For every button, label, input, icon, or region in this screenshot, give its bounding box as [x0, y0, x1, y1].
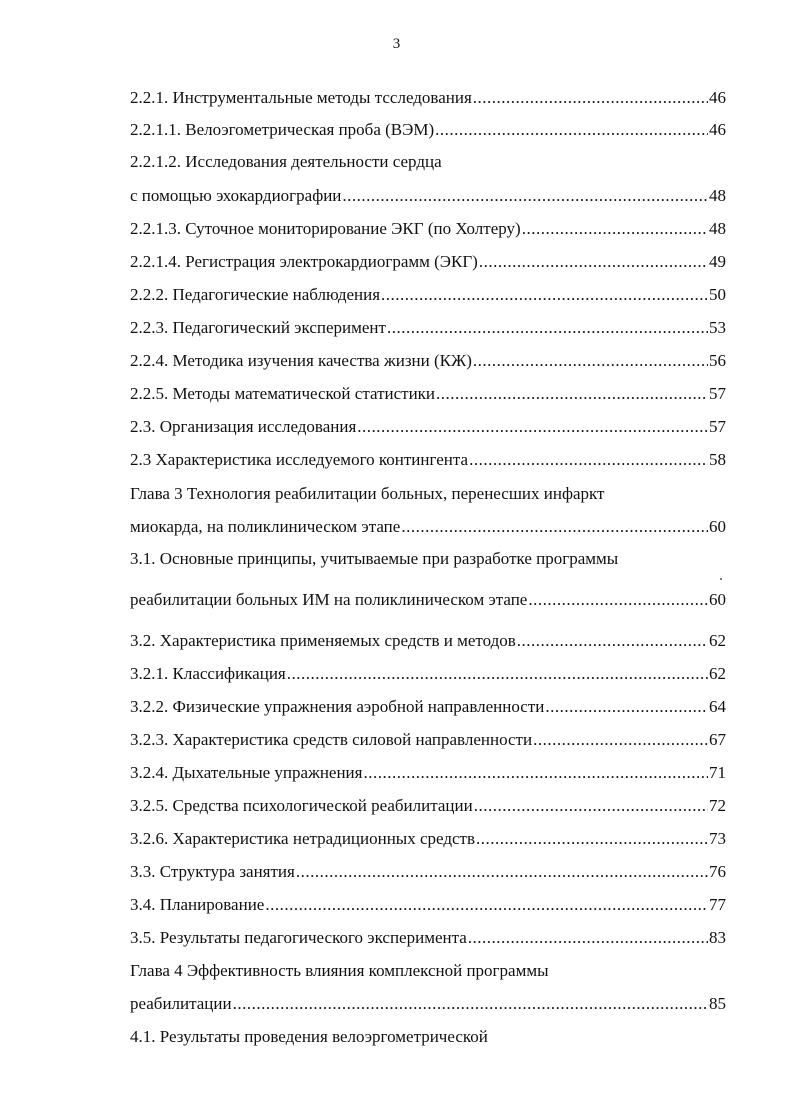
- toc-entry-page: 60: [709, 517, 726, 536]
- toc-entry-page: 64: [709, 697, 726, 716]
- dot-leader: [473, 86, 708, 110]
- toc-entry-label: 2.2.1.1. Велоэгометрическая проба (ВЭМ): [130, 120, 435, 139]
- toc-entry-page: 50: [709, 285, 726, 304]
- page-number: 3: [392, 36, 401, 52]
- dot-leader: [387, 316, 708, 340]
- toc-entry: [130, 448, 726, 472]
- toc-entry-page: 67: [709, 730, 726, 749]
- toc-entry-label: 3.3. Структура занятия: [130, 862, 295, 881]
- toc-entry-page: 73: [709, 829, 726, 848]
- dot-leader: [468, 926, 708, 950]
- dot-leader: [363, 761, 708, 785]
- toc-entry: [130, 860, 726, 884]
- toc-entry-page: 72: [709, 796, 726, 815]
- dot-leader: [436, 382, 708, 406]
- toc-entry: [130, 217, 726, 241]
- dot-leader: [342, 184, 708, 208]
- toc-entry-page: 76: [709, 862, 726, 881]
- toc-entry: [130, 415, 726, 439]
- toc-entry-label: 3.5. Результаты педагогического эксперимента: [130, 928, 467, 947]
- toc-entry-label: 2.2.5. Методы математической статистики: [130, 384, 436, 403]
- toc-entry-page: 48: [709, 219, 726, 238]
- dot-leader: [479, 250, 708, 274]
- toc-entry: [130, 349, 726, 373]
- toc-entry: [130, 959, 726, 983]
- toc-entry-label: 3.2.6. Характеристика нетрадиционных средств: [130, 829, 475, 848]
- toc-entry-label: 2.2.3. Педагогический эксперимент: [130, 318, 386, 337]
- toc-entry-page: 46: [709, 120, 726, 139]
- toc-entry: [130, 761, 726, 785]
- toc-entry: [130, 118, 726, 142]
- toc-entry-page: 48: [709, 186, 726, 205]
- dot-leader: [528, 588, 708, 612]
- toc-entry-label: 3.2.1. Классификация: [130, 664, 286, 683]
- toc-entry-label: с помощью эхокардиографии: [130, 186, 342, 205]
- dot-leader: [533, 728, 708, 752]
- toc-entry-page: 57: [709, 384, 726, 403]
- toc-entry-label: реабилитации больных ИМ на поликлиническом этапе: [130, 590, 528, 609]
- toc-entry-label: 3.2.4. Дыхательные упражнения: [130, 763, 363, 782]
- dot-leader: [296, 860, 708, 884]
- toc-entry-label: 3.2.3. Характеристика средств силовой направленности: [130, 730, 533, 749]
- toc-entry-label: 2.2.4. Методика изучения качества жизни (КЖ): [130, 351, 472, 370]
- toc-entry-label: 3.4. Планирование: [130, 895, 265, 914]
- dot-leader: [476, 827, 708, 851]
- dot-leader: [517, 629, 708, 653]
- toc-entry-page: 62: [709, 631, 726, 650]
- toc-entry: [130, 1025, 726, 1049]
- toc-entry: [130, 992, 726, 1016]
- toc-entry: [130, 893, 726, 917]
- toc-entry: [130, 926, 726, 950]
- toc-entry-label: 2.3 Характеристика исследуемого контингента: [130, 450, 469, 469]
- toc-entry-page: 85: [709, 994, 726, 1013]
- toc-entry: [130, 827, 726, 851]
- toc-entry: [130, 588, 726, 612]
- toc-entry-label: 3.2.5. Средства психологической реабилитации: [130, 796, 473, 815]
- toc-entry-label: 3.2. Характеристика применяемых средств и методов: [130, 631, 516, 650]
- dot-leader: [473, 349, 708, 373]
- toc-entry: [130, 482, 726, 506]
- toc-entry: [130, 794, 726, 818]
- toc-entry-label: 4.1. Результаты проведения велоэргометрической: [130, 1027, 488, 1046]
- toc-entry-page: 77: [709, 895, 726, 914]
- toc-entry: [130, 184, 726, 208]
- toc-entry: [130, 86, 726, 110]
- toc-entry-label: 2.2.1.4. Регистрация электрокардиограмм (ЭКГ): [130, 252, 478, 271]
- toc-entry-label: 2.2.2. Педагогические наблюдения: [130, 285, 381, 304]
- dot-leader: [522, 217, 708, 241]
- dot-leader: [435, 118, 708, 142]
- dot-leader: [233, 992, 708, 1016]
- toc-entry: [130, 283, 726, 307]
- toc-entry-label: реабилитации: [130, 994, 232, 1013]
- dot-leader: [469, 448, 708, 472]
- toc-entry-label: Глава 3 Технология реабилитации больных, перенесших инфаркт: [130, 484, 605, 503]
- dot-leader: [381, 283, 708, 307]
- toc-entry-label: 2.2.1.2. Исследования деятельности сердца: [130, 152, 442, 171]
- dot-leader: [265, 893, 708, 917]
- toc-entry: [130, 316, 726, 340]
- toc-entry-page: 62: [709, 664, 726, 683]
- scan-speck: [720, 578, 722, 580]
- toc-entry: [130, 662, 726, 686]
- toc-entry-label: 3.2.2. Физические упражнения аэробной направленности: [130, 697, 545, 716]
- toc-entry-page: 46: [709, 88, 726, 107]
- toc-entry-page: 83: [709, 928, 726, 947]
- toc-entry: [130, 629, 726, 653]
- toc-entry-page: 53: [709, 318, 726, 337]
- toc-entry: [130, 728, 726, 752]
- toc-entry-page: 49: [709, 252, 726, 271]
- toc-entry: [130, 695, 726, 719]
- toc-entry: [130, 250, 726, 274]
- toc-entry: [130, 382, 726, 406]
- toc-entry-page: 71: [709, 763, 726, 782]
- toc-entry: [130, 547, 726, 571]
- toc-entry-page: 57: [709, 417, 726, 436]
- dot-leader: [357, 415, 708, 439]
- toc-entry-page: 58: [709, 450, 726, 469]
- toc-entry-page: 56: [709, 351, 726, 370]
- toc-entry-page: 60: [709, 590, 726, 609]
- toc-entry: [130, 515, 726, 539]
- toc-entry-label: 3.1. Основные принципы, учитываемые при разработке программы: [130, 549, 619, 568]
- dot-leader: [287, 662, 708, 686]
- toc-entry-label: 2.2.1.3. Суточное мониторирование ЭКГ (по Холтеру): [130, 219, 521, 238]
- toc-entry: [130, 150, 726, 174]
- toc-entry-label: миокарда, на поликлиническом этапе: [130, 517, 401, 536]
- dot-leader: [474, 794, 708, 818]
- toc-entry-label: 2.2.1. Инструментальные методы тсследования: [130, 88, 472, 107]
- dot-leader: [401, 515, 708, 539]
- dot-leader: [545, 695, 708, 719]
- toc-entry-label: 2.3. Организация исследования: [130, 417, 357, 436]
- toc-entry-label: Глава 4 Эффективность влияния комплексной программы: [130, 961, 549, 980]
